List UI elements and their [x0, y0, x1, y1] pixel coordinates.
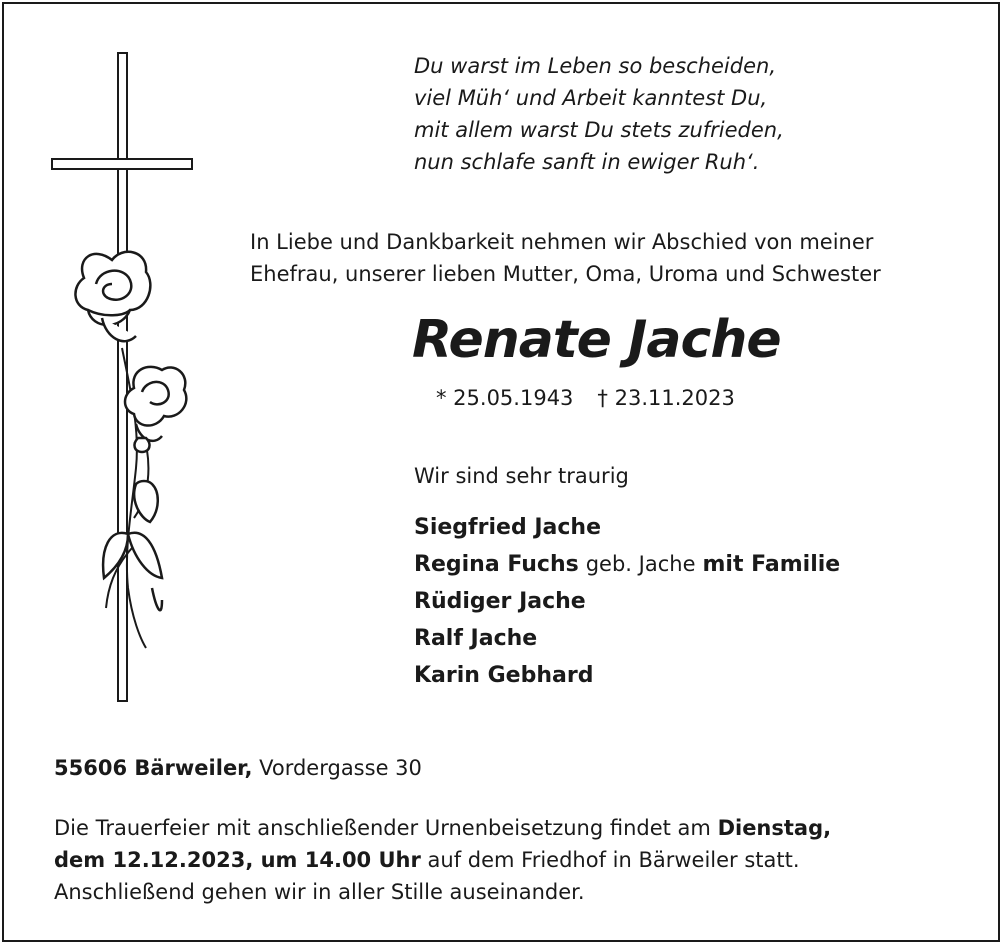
intro-line: Ehefrau, unserer lieben Mutter, Oma, Uroma und Schwester	[250, 262, 881, 286]
cross-with-roses-icon	[44, 48, 214, 708]
deceased-name: Renate Jache	[412, 310, 781, 370]
funeral-line: dem 12.12.2023, um 14.00 Uhr auf dem Friedhof in Bärweiler statt.	[54, 848, 800, 872]
mourner: Siegfried Jache	[414, 515, 601, 540]
mourner: Karin Gebhard	[414, 663, 594, 688]
funeral-notice	[54, 812, 831, 908]
poem-line: viel Müh‘ und Arbeit kanntest Du,	[414, 86, 768, 110]
life-dates	[436, 386, 735, 410]
mourners-list	[414, 509, 840, 694]
mourner: Regina Fuchs geb. Jache mit Familie	[414, 552, 841, 577]
intro-text	[250, 226, 881, 290]
mourner: Ralf Jache	[414, 626, 538, 651]
address-place: 55606 Bärweiler,	[54, 756, 253, 780]
death-date: † 23.11.2023	[597, 386, 735, 410]
poem-line: Du warst im Leben so bescheiden,	[414, 54, 777, 78]
poem-line: mit allem warst Du stets zufrieden,	[414, 118, 784, 142]
birth-date: * 25.05.1943	[436, 386, 574, 410]
obituary-card	[2, 2, 1000, 942]
poem	[414, 50, 784, 178]
intro-line: In Liebe und Dankbarkeit nehmen wir Abschied von meiner	[250, 230, 874, 254]
address-street: Vordergasse 30	[259, 756, 422, 780]
mourner: Rüdiger Jache	[414, 589, 586, 614]
poem-line: nun schlafe sanft in ewiger Ruh‘.	[414, 150, 760, 174]
funeral-line: Die Trauerfeier mit anschließender Urnenbeisetzung findet am Dienstag,	[54, 816, 832, 840]
mourning-text: Wir sind sehr traurig	[414, 464, 629, 488]
address	[54, 756, 422, 780]
funeral-line: Anschließend gehen wir in aller Stille auseinander.	[54, 880, 585, 904]
